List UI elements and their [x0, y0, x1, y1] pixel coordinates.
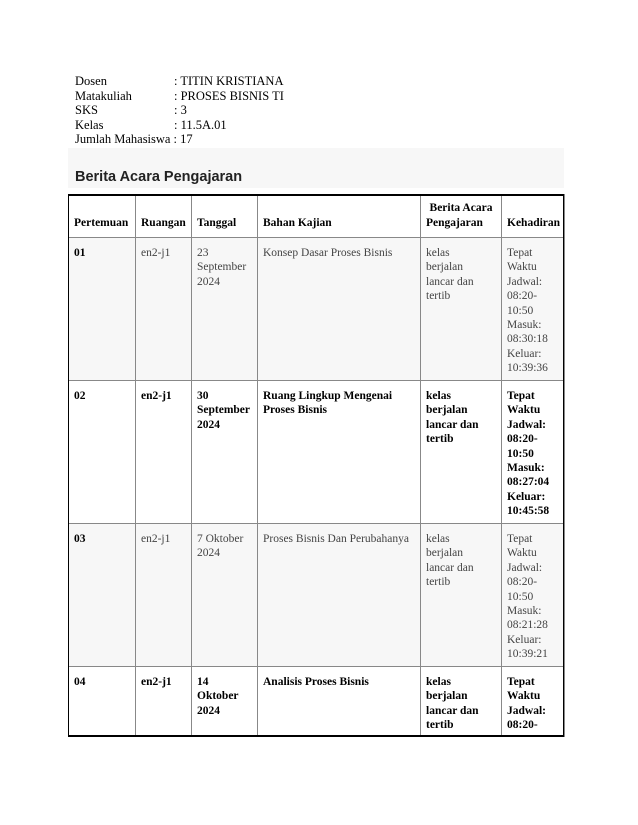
kelas-label: Kelas	[75, 117, 104, 132]
cell-pertemuan: 03	[69, 524, 136, 667]
cell-kehadiran-line: 10:39:36	[507, 362, 548, 375]
info-row-matakuliah	[75, 89, 284, 104]
sks-label: SKS	[75, 103, 98, 118]
cell-ruangan: en2-j1	[136, 667, 192, 737]
cell-kehadiran-line: 08:30:18	[507, 333, 548, 346]
cell-tanggal-line: 2024	[197, 418, 220, 431]
header-berita-acara	[421, 195, 502, 238]
cell-berita-acara-line: tertib	[426, 290, 451, 303]
cell-kehadiran-line: Tepat	[507, 247, 533, 259]
cell-berita-acara-line: lancar dan	[426, 418, 479, 431]
cell-kehadiran-line: Masuk:	[507, 319, 542, 332]
header-berita-line1: Berita Acara	[429, 202, 493, 215]
cell-kehadiran-line: 08:20-	[507, 719, 538, 732]
course-info	[75, 74, 284, 147]
cell-kehadiran	[502, 381, 565, 524]
cell-tanggal	[192, 238, 258, 381]
header-ruangan: Ruangan	[136, 195, 192, 238]
cell-kehadiran-line: Tepat	[507, 390, 535, 402]
cell-pertemuan: 04	[69, 667, 136, 737]
cell-berita-acara	[421, 524, 502, 667]
header-pertemuan: Pertemuan	[69, 195, 136, 238]
cell-berita-acara-line: berjalan	[426, 547, 464, 560]
cell-kehadiran-line: Jadwal:	[507, 275, 543, 288]
table-border-top	[68, 194, 564, 196]
cell-tanggal-line: Oktober	[197, 690, 239, 703]
jumlah-value: : 17	[173, 132, 193, 147]
cell-berita-acara-line: kelas	[426, 390, 451, 402]
cell-kehadiran	[502, 238, 565, 381]
cell-kehadiran-line: Keluar:	[507, 633, 542, 646]
cell-tanggal-line: September	[197, 261, 247, 274]
cell-berita-acara-line: kelas	[426, 247, 450, 259]
cell-kehadiran-line: Masuk:	[507, 462, 545, 475]
cell-berita-acara	[421, 667, 502, 737]
cell-kehadiran-line: 10:45:58	[507, 505, 550, 518]
cell-berita-acara-line: lancar dan	[426, 704, 479, 717]
cell-ruangan: en2-j1	[136, 381, 192, 524]
table-header-row	[69, 195, 565, 238]
cell-berita-acara-line: kelas	[426, 676, 451, 688]
cell-bahan-kajian: Ruang Lingkup Mengenai Proses Bisnis	[258, 381, 421, 524]
cell-kehadiran-line: Jadwal:	[507, 561, 543, 574]
cell-berita-acara	[421, 238, 502, 381]
cell-berita-acara-line: berjalan	[426, 261, 464, 274]
cell-bahan-kajian: Proses Bisnis Dan Perubahanya	[258, 524, 421, 667]
cell-kehadiran-line: Tepat	[507, 533, 533, 545]
cell-berita-acara-line: kelas	[426, 533, 450, 545]
cell-tanggal-line: 2024	[197, 704, 220, 717]
sks-value: : 3	[174, 103, 187, 118]
cell-tanggal-line: 23	[197, 247, 209, 259]
cell-kehadiran-line: Waktu	[507, 690, 541, 703]
cell-ruangan: en2-j1	[136, 238, 192, 381]
table-row	[69, 381, 565, 524]
table-row	[69, 667, 565, 737]
info-row-kelas	[75, 118, 284, 133]
cell-bahan-kajian: Konsep Dasar Proses Bisnis	[258, 238, 421, 381]
cell-kehadiran-line: Waktu	[507, 261, 537, 274]
cell-berita-acara	[421, 381, 502, 524]
header-tanggal: Tanggal	[192, 195, 258, 238]
cell-kehadiran-line: 08:21:28	[507, 619, 548, 632]
berita-acara-table	[68, 194, 565, 737]
cell-kehadiran-line: 10:50	[507, 447, 534, 460]
info-row-jumlah	[75, 132, 284, 147]
cell-bahan-kajian: Analisis Proses Bisnis	[258, 667, 421, 737]
cell-ruangan: en2-j1	[136, 524, 192, 667]
table-border-left	[68, 194, 69, 737]
cell-berita-acara-line: tertib	[426, 433, 454, 446]
info-row-dosen	[75, 74, 284, 89]
cell-kehadiran-line: Keluar:	[507, 347, 542, 360]
cell-berita-acara-line: lancar dan	[426, 561, 474, 574]
cell-kehadiran-line: 08:27:04	[507, 476, 550, 489]
cell-kehadiran-line: Jadwal:	[507, 418, 546, 431]
cell-berita-acara-line: tertib	[426, 576, 451, 589]
cell-tanggal	[192, 524, 258, 667]
table-row	[69, 524, 565, 667]
dosen-label: Dosen	[75, 74, 107, 88]
cell-kehadiran-line: 10:50	[507, 590, 534, 603]
header-berita-line2: Pengajaran	[426, 216, 483, 229]
cell-tanggal-line: 30	[197, 390, 209, 402]
cell-kehadiran-line: 08:20-	[507, 576, 538, 589]
cell-tanggal	[192, 381, 258, 524]
cell-kehadiran-line: 10:39:21	[507, 648, 548, 661]
cell-kehadiran-line: Waktu	[507, 404, 541, 417]
matakuliah-value: : PROSES BISNIS TI	[174, 88, 284, 103]
table-border-bottom	[68, 735, 564, 737]
cell-kehadiran-line: 10:50	[507, 304, 534, 317]
cell-kehadiran	[502, 667, 565, 737]
cell-tanggal-line: September	[197, 404, 251, 417]
info-row-sks	[75, 103, 284, 118]
dosen-value: : TITIN KRISTIANA	[174, 74, 284, 88]
cell-tanggal-line: 2024	[197, 275, 220, 288]
cell-kehadiran-line: Jadwal:	[507, 704, 546, 717]
cell-berita-acara-line: berjalan	[426, 404, 468, 417]
cell-pertemuan: 01	[69, 238, 136, 381]
cell-tanggal-line: 2024	[197, 547, 220, 560]
header-kehadiran: Kehadiran	[502, 195, 565, 238]
section-title: Berita Acara Pengajaran	[75, 169, 243, 185]
cell-tanggal-line: 14	[197, 676, 209, 688]
table-row	[69, 238, 565, 381]
cell-kehadiran-line: Keluar:	[507, 490, 546, 503]
matakuliah-label: Matakuliah	[75, 88, 132, 103]
cell-berita-acara-line: berjalan	[426, 690, 468, 703]
cell-kehadiran-line: Masuk:	[507, 605, 542, 618]
cell-berita-acara-line: tertib	[426, 719, 454, 732]
cell-kehadiran-line: 08:20-	[507, 433, 538, 446]
cell-tanggal-line: 7 Oktober	[197, 533, 244, 545]
jumlah-label: Jumlah Mahasiswa	[75, 132, 171, 147]
cell-kehadiran-line: Tepat	[507, 676, 535, 688]
table-border-right	[563, 194, 564, 737]
cell-pertemuan: 02	[69, 381, 136, 524]
kelas-value: : 11.5A.01	[174, 117, 227, 132]
cell-tanggal	[192, 667, 258, 737]
cell-kehadiran-line: Waktu	[507, 547, 537, 560]
cell-berita-acara-line: lancar dan	[426, 275, 474, 288]
cell-kehadiran-line: 08:20-	[507, 290, 538, 303]
header-bahan-kajian: Bahan Kajian	[258, 195, 421, 238]
cell-kehadiran	[502, 524, 565, 667]
